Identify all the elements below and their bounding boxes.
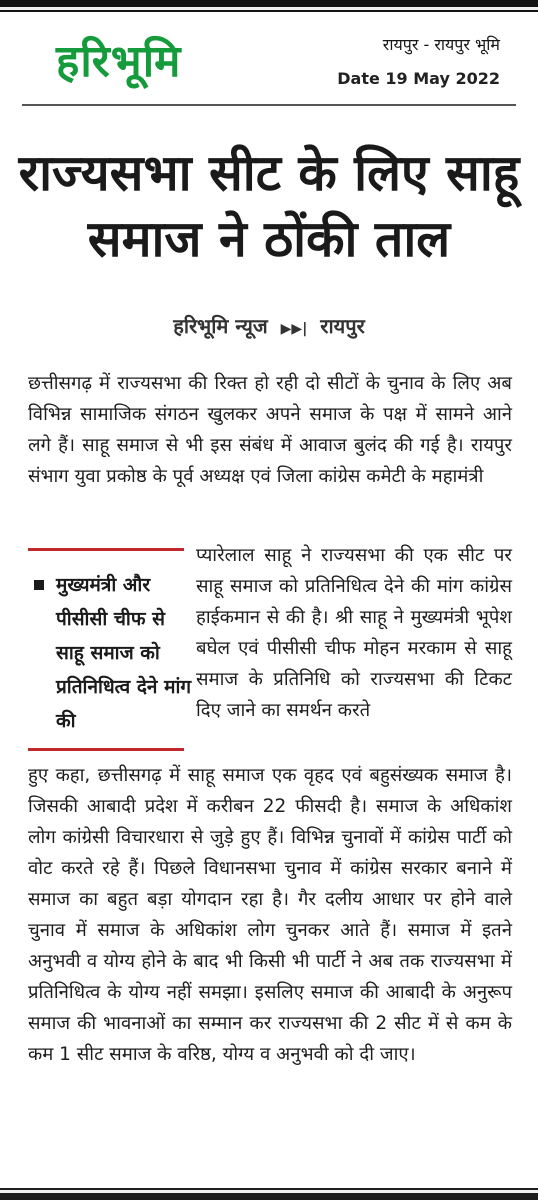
article-paragraph-side: प्यारेलाल साहू ने राज्यसभा की एक सीट पर साहू समाज को प्रतिनिधित्व देने की मांग कांग्रेस हाईकमान से की है। श्री साहू ने मुख्यमंत्री भूपेश बघेल एवं पीसीसी चीफ मोहन मरकाम से साहू समाज के प्रतिनिधि को राज्यसभा की टिकट दिए जाने का समर्थन करते — [196, 545, 512, 721]
article-paragraph-bottom: हुए कहा, छत्तीसगढ़ में साहू समाज एक वृहद एवं बहुसंख्यक समाज है। जिसकी आबादी प्रदेश में करीबन 22 फीसदी है। समाज के अधिकांश लोग कांग्रेसी विचारधारा से जुड़े हुए हैं। विभिन्न चुनावों में कांग्रेस पार्टी को वोट करते रहे हैं। पिछले विधानसभा चुनाव में कांग्रेस सरकार बनाने में समाज का बहुत बड़ा योगदान रहा है। गैर दलीय आधार पर होने वाले चुनाव में समाज के अधिकांश लोग चुनकर आते हैं। समाज में इतने अनुभवी व योग्य होने के बाद भी किसी भी पार्टी ने अब तक राज्यसभा में प्रतिनिधित्व के योग्य नहीं समझा। इसलिए समाज की आबादी के अनुरूप समाज की भावनाओं का सम्मान कर राज्यसभा की 2 सीट में से कम के कम 1 सीट समाज के वरिष्ठ, योग्य व अनुभवी को दी जाए। — [28, 765, 512, 1065]
callout-top-rule — [28, 548, 184, 551]
bottom-border-strip — [0, 1188, 538, 1200]
newspaper-logo: हरिभूमि — [56, 36, 182, 87]
article-headline: राज्यसभा सीट के लिए साहू समाज ने ठोंकी ताल — [18, 144, 520, 268]
date-label: Date 19 May 2022 — [337, 69, 500, 88]
byline-arrow-icon: ▶▶| — [280, 321, 308, 337]
article-paragraph-top: छत्तीसगढ़ में राज्यसभा की रिक्त हो रही दो सीटों के चुनाव के लिए अब विभिन्न सामाजिक संगठन खुलकर अपने समाज के पक्ष में सामने आने लगे हैं। साहू समाज से भी इस संबंध में आवाज बुलंद की गई है। रायपुर संभाग युवा प्रकोष्ठ के पूर्व अध्यक्ष एवं जिला कांग्रेस कमेटी के महामंत्री — [28, 373, 512, 487]
pull-quote-text: मुख्यमंत्री और पीसीसी चीफ से साहू समाज को प्रतिनिधित्व देने मांग की — [56, 574, 192, 732]
masthead — [0, 12, 538, 102]
edition-label: रायपुर - रायपुर भूमि — [382, 35, 500, 54]
byline-city: रायपुर — [320, 314, 365, 338]
byline — [0, 312, 538, 343]
square-bullet-icon — [34, 580, 44, 590]
masthead-divider — [22, 104, 516, 106]
byline-source: हरिभूमि न्यूज — [173, 314, 268, 338]
callout-bottom-rule — [28, 748, 184, 751]
top-border-strip — [0, 0, 538, 12]
